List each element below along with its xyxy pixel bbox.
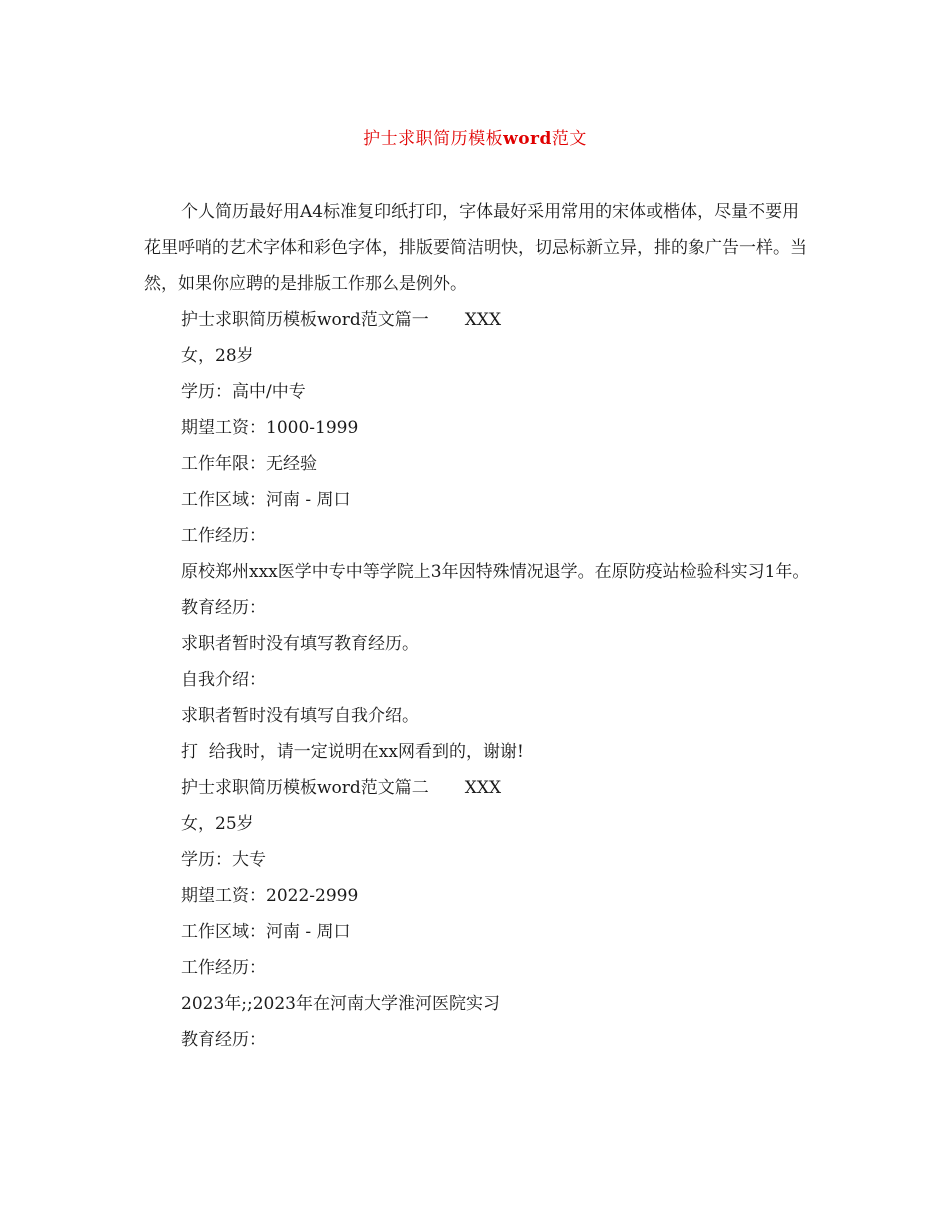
title-word: word — [503, 129, 552, 149]
resume1-self-text: 求职者暂时没有填写自我介绍。 — [181, 706, 419, 726]
resume1-education: 学历：高中/中专 — [181, 382, 306, 402]
resume1-contact-note: 打 给我时，请一定说明在xx网看到的，谢谢! — [181, 742, 524, 762]
resume2-education: 学历：大专 — [181, 850, 266, 870]
resume2-gender-age: 女，25岁 — [181, 814, 254, 834]
resume1-self-label: 自我介绍： — [181, 670, 266, 690]
resume2-work-text: 2023年;;2023年在河南大学淮河医院实习 — [181, 994, 500, 1014]
resume2-edu-label: 教育经历： — [181, 1030, 266, 1050]
resume1-region: 工作区域：河南 - 周口 — [181, 490, 351, 510]
resume2-salary: 期望工资：2022-2999 — [181, 886, 359, 906]
resume1-edu-text: 求职者暂时没有填写教育经历。 — [181, 634, 419, 654]
resume1-edu-label: 教育经历： — [181, 598, 266, 618]
resume2-heading — [144, 770, 810, 806]
intro-paragraph: 个人简历最好用A4标准复印纸打印，字体最好采用常用的宋体或楷体，尽量不要用花里呼哨的艺术字体和彩色字体，排版要简洁明快，切忌标新立异，排的象广告一样。当然，如果你应聘的是排版工作那么是例外。 — [144, 202, 807, 294]
resume1-name: XXX — [464, 310, 502, 330]
title-main: 护士求职简历模板 — [363, 129, 504, 149]
resume2-name: XXX — [464, 778, 502, 798]
resume1-gender-age: 女，28岁 — [181, 346, 254, 366]
resume2-work-label: 工作经历： — [181, 958, 266, 978]
title-tail: 范文 — [551, 129, 587, 149]
resume1-work-label: 工作经历： — [181, 526, 266, 546]
resume2-heading-text: 护士求职简历模板word范文篇二 — [181, 778, 429, 798]
resume1-heading — [144, 302, 810, 338]
resume1-work-text: 原校郑州xxx医学中专中等学院上3年因特殊情况退学。在原防疫站检验科实习1年。 — [181, 562, 810, 582]
resume1-salary: 期望工资：1000-1999 — [181, 418, 359, 438]
resume2-region: 工作区域：河南 - 周口 — [181, 922, 351, 942]
resume-content — [144, 302, 810, 1058]
page-title — [0, 124, 950, 149]
resume1-years: 工作年限：无经验 — [181, 454, 317, 474]
resume1-heading-text: 护士求职简历模板word范文篇一 — [181, 310, 429, 330]
